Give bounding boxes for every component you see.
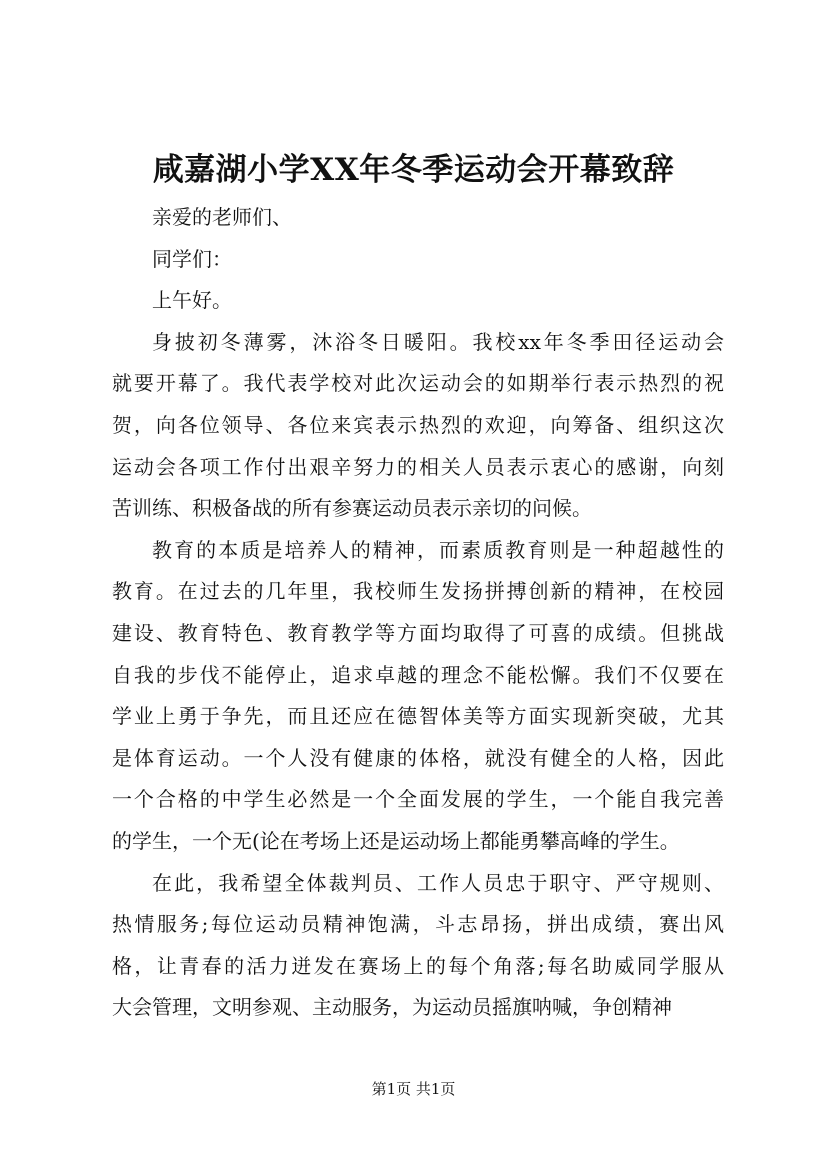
document-title: 咸嘉湖小学XX年冬季运动会开幕致辞 <box>152 152 675 188</box>
paragraph <box>112 530 724 863</box>
paragraph-line: 亲爱的老师们、 <box>152 205 292 229</box>
paragraph-line: 身披初冬薄雾，沐浴冬日暖阳。我校xx年冬季田径运动会 <box>152 329 724 354</box>
paragraph-line: 运动会各项工作付出艰辛努力的相关人员表示衷心的感谢，向刻 <box>112 454 724 479</box>
paragraph <box>112 322 724 530</box>
paragraph-line: 一个合格的中学生必然是一个全面发展的学生，一个能自我完善 <box>112 787 724 812</box>
paragraph-line: 的学生，一个无(论在考场上还是运动场上都能勇攀高峰的学生。 <box>112 828 680 853</box>
paragraph-line: 教育。在过去的几年里，我校师生发扬拼搏创新的精神，在校园 <box>112 579 724 604</box>
paragraph-line: 热情服务;每位运动员精神饱满，斗志昂扬，拼出成绩，赛出风 <box>112 912 724 937</box>
paragraph-line: 建设、教育特色、教育教学等方面均取得了可喜的成绩。但挑战 <box>112 620 724 645</box>
paragraph-line: 就要开幕了。我代表学校对此次运动会的如期举行表示热烈的祝 <box>112 371 724 396</box>
page-footer: 第1页 共1页 <box>371 1080 456 1098</box>
paragraph <box>112 280 724 322</box>
paragraph-line: 是体育运动。一个人没有健康的体格，就没有健全的人格，因此 <box>112 745 724 770</box>
paragraph-line: 格，让青春的活力迸发在赛场上的每个角落;每名助威同学服从 <box>112 953 724 978</box>
paragraph <box>112 863 724 1029</box>
paragraph-line: 苦训练、积极备战的所有参赛运动员表示亲切的问候。 <box>112 496 592 521</box>
paragraph <box>112 197 724 239</box>
document-body <box>112 197 724 1029</box>
paragraph-line: 教育的本质是培养人的精神，而素质教育则是一种超越性的 <box>152 537 724 562</box>
paragraph-line: 自我的步伐不能停止，追求卓越的理念不能松懈。我们不仅要在 <box>112 662 724 687</box>
paragraph-line: 在此，我希望全体裁判员、工作人员忠于职守、严守规则、 <box>152 870 724 895</box>
paragraph-line: 学业上勇于争先，而且还应在德智体美等方面实现新突破，尤其 <box>112 704 724 729</box>
paragraph <box>112 239 724 281</box>
paragraph-line: 上午好。 <box>152 288 232 313</box>
paragraph-line: 贺，向各位领导、各位来宾表示热烈的欢迎，向筹备、组织这次 <box>112 412 724 437</box>
paragraph-line: 大会管理，文明参观、主动服务，为运动员摇旗呐喊，争创精神 <box>112 995 672 1020</box>
paragraph-line: 同学们： <box>152 246 232 271</box>
